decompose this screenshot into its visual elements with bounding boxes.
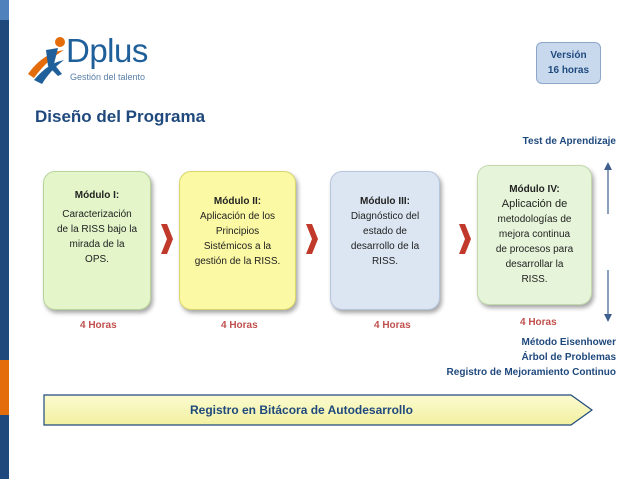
module-4-line: Aplicación de <box>501 198 568 210</box>
bidirectional-arrow-icon <box>602 162 614 322</box>
module-3-title: Módulo III: <box>360 196 410 207</box>
module-2-box <box>179 171 296 310</box>
version-label: Versión <box>550 50 587 61</box>
banner-label: Registro en Bitácora de Autodesarrollo <box>190 403 413 417</box>
module-1-line: Caracterización <box>62 209 132 220</box>
module-3-box <box>330 171 440 310</box>
module-3-line: estado de <box>363 226 407 237</box>
chevron-right-icon <box>161 224 173 254</box>
module-4-line: mejora continua <box>498 229 571 240</box>
module-1-box <box>43 171 151 310</box>
module-2-line: gestión de la RISS. <box>194 256 281 267</box>
module-4-box <box>477 165 592 305</box>
module-1-line: OPS. <box>85 254 109 265</box>
sidebar-block-navy-bottom <box>0 415 9 479</box>
module-1-title: Módulo I: <box>74 190 120 201</box>
module-2-hours: 4 Horas <box>221 320 258 331</box>
module-3-line: desarrollo de la <box>350 241 420 252</box>
module-4-line: desarrollar la <box>505 259 564 270</box>
sidebar-block-blue-top <box>0 0 9 20</box>
logo-wordmark: Dplus <box>66 32 148 69</box>
left-sidebar-strip <box>0 0 9 479</box>
module-2-title: Módulo II: <box>213 196 262 207</box>
module-3-line: Diagnóstico del <box>350 211 420 222</box>
sidebar-block-orange <box>0 360 9 415</box>
module-2-line: Sistémicos a la <box>203 241 272 252</box>
module-4-line: RISS. <box>521 274 548 285</box>
module-1-hours: 4 Horas <box>80 320 117 331</box>
sidebar-block-navy-3 <box>0 270 9 360</box>
module-3-line: RISS. <box>371 256 399 267</box>
module-4-hours: 4 Horas <box>520 317 557 328</box>
version-badge <box>536 42 601 84</box>
module-3-hours: 4 Horas <box>374 320 411 331</box>
chevron-right-icon <box>306 224 318 254</box>
page-title: Diseño del Programa <box>35 107 206 126</box>
sidebar-block-navy <box>0 20 9 90</box>
method-item: Árbol de Problemas <box>521 352 616 363</box>
module-4-line: metodologías de <box>497 214 572 225</box>
module-4-line: de procesos para <box>495 244 574 255</box>
methods-list <box>400 335 616 380</box>
logo-subtitle: Gestión del talento <box>70 72 146 82</box>
method-item: Método Eisenhower <box>521 337 616 348</box>
method-item: Registro de Mejoramiento Continuo <box>446 367 616 378</box>
chevron-right-icon <box>459 224 471 254</box>
test-label: Test de Aprendizaje <box>522 136 616 147</box>
module-2-line: Principios <box>215 226 260 237</box>
module-1-line: mirada de la <box>69 239 125 250</box>
sidebar-block-navy-2 <box>0 90 9 270</box>
module-2-line: Aplicación de los <box>199 211 276 222</box>
module-1-line: de la RISS bajo la <box>56 224 138 235</box>
module-4-title: Módulo IV: <box>509 184 560 195</box>
version-hours: 16 horas <box>547 65 590 76</box>
